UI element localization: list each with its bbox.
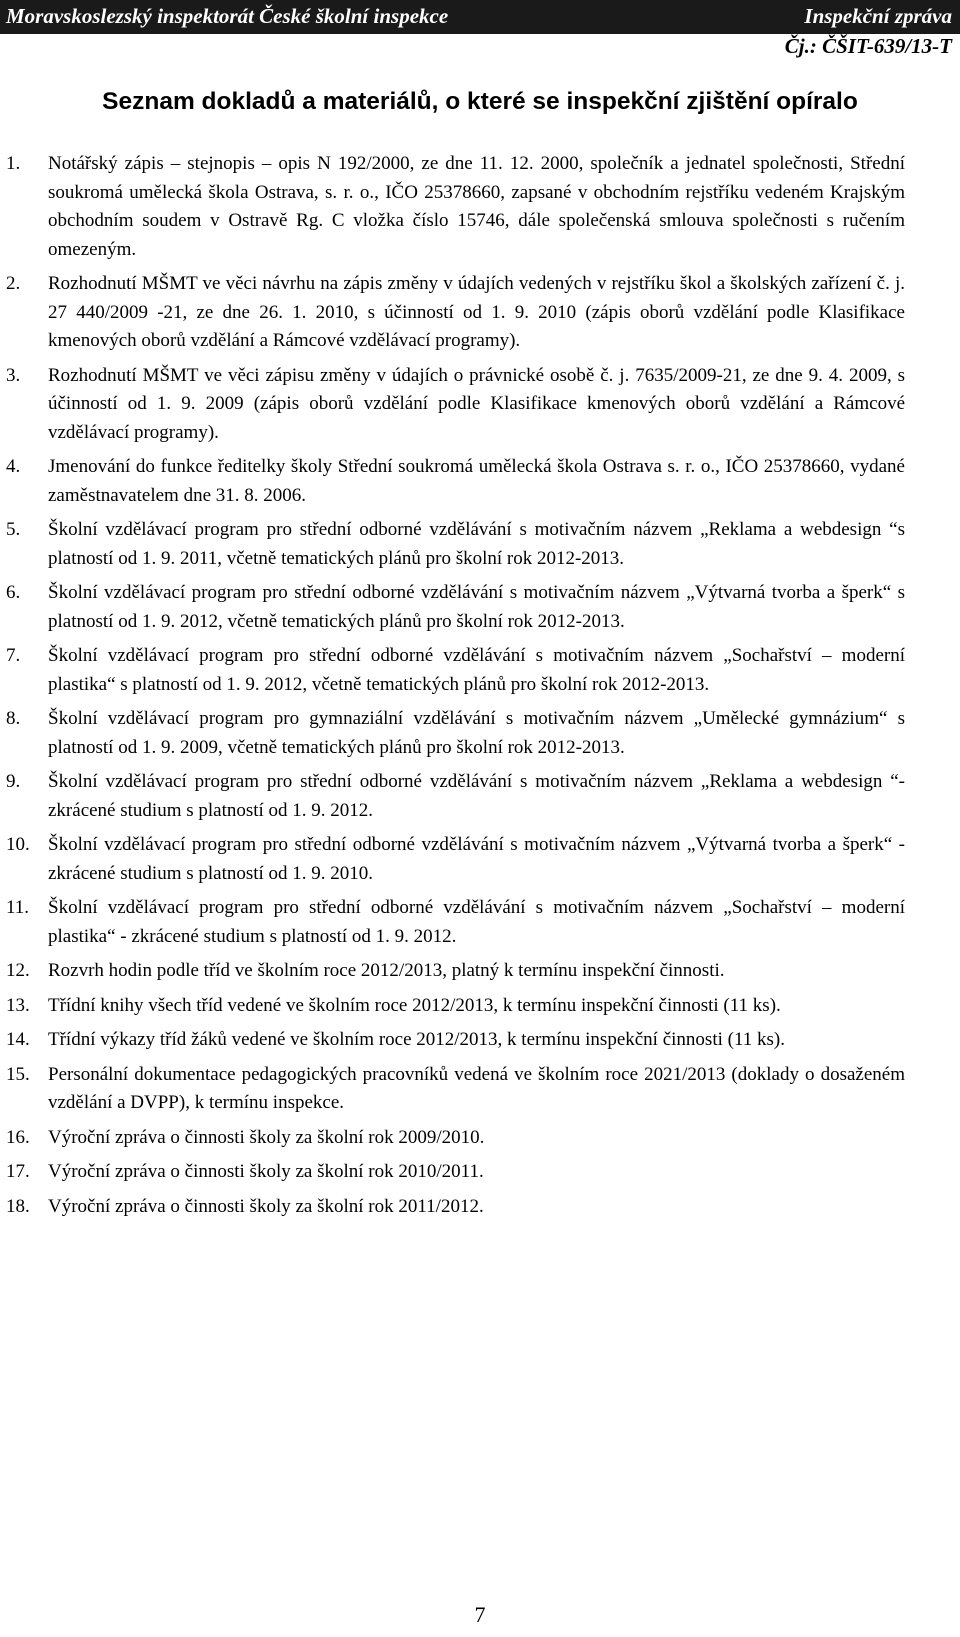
header-doc-type: Inspekční zpráva <box>804 4 952 28</box>
item-text: Personální dokumentace pedagogických pracovníků vedená ve školním roce 2021/2013 (doklady o dosaženém vzdělání a DVPP), k termínu inspekce. <box>48 1063 905 1113</box>
item-number: 14. <box>6 1029 30 1050</box>
item-number: 4. <box>6 456 21 477</box>
item-text: Rozhodnutí MŠMT ve věci zápisu změny v údajích o právnické osobě č. j. 7635/2009-21, ze dne 9. 4. 2009, s účinností od 1. 9. 2009 (zápis oborů vzdělání podle Klasifikace kmenových oborů vzdělání a Rámcové vzdělávací programy). <box>48 364 905 443</box>
list-item <box>0 579 905 636</box>
item-number: 10. <box>6 834 30 855</box>
header-organization: Moravskoslezský inspektorát České školní inspekce <box>6 4 449 28</box>
list-item <box>0 992 905 1021</box>
item-number: 2. <box>6 273 21 294</box>
item-text: Školní vzdělávací program pro gymnaziální vzdělávání s motivačním názvem „Umělecké gymnázium“ s platností od 1. 9. 2009, včetně tematických plánů pro školní rok 2012-2013. <box>48 708 905 758</box>
item-text: Jmenování do funkce ředitelky školy Střední soukromá umělecká škola Ostrava s. r. o., IČO 25378660, vydané zaměstnavatelem dne 31. 8. 2006. <box>48 456 905 506</box>
item-number: 7. <box>6 645 21 666</box>
list-item <box>0 516 905 573</box>
item-text: Školní vzdělávací program pro střední odborné vzdělávání s motivačním názvem „Reklama a webdesign “s platností od 1. 9. 2011, včetně tematických plánů pro školní rok 2012-2013. <box>48 519 905 569</box>
list-item <box>0 894 905 951</box>
page-number: 7 <box>474 1602 486 1627</box>
item-text: Třídní výkazy tříd žáků vedené ve školním roce 2012/2013, k termínu inspekční činnosti (11 ks). <box>48 1029 785 1050</box>
list-item <box>0 642 905 699</box>
item-text: Rozhodnutí MŠMT ve věci návrhu na zápis změny v údajích vedených v rejstříku škol a školských zařízení č. j. 27 440/2009 -21, ze dne 26. 1. 2010, s účinností od 1. 9. 2010 (zápis oborů vzdělání podle Klasifikace kmenových oborů vzdělání a Rámcové vzdělávací programy). <box>48 273 905 351</box>
list-item <box>0 1158 905 1187</box>
item-text: Školní vzdělávací program pro střední odborné vzdělávání s motivačním názvem „Sochařství – moderní plastika“ s platností od 1. 9. 2012, včetně tematických plánů pro školní rok 2012-2013. <box>48 645 905 695</box>
list-item <box>0 1124 905 1153</box>
list-item <box>0 705 905 762</box>
list-item <box>0 1061 905 1118</box>
item-text: Školní vzdělávací program pro střední odborné vzdělávání s motivačním názvem „Reklama a webdesign “- zkrácené studium s platností od 1. 9. 2012. <box>48 771 905 821</box>
item-text: Výroční zpráva o činnosti školy za školní rok 2010/2011. <box>48 1161 484 1182</box>
document-list <box>0 150 960 1227</box>
item-text: Školní vzdělávací program pro střední odborné vzdělávání s motivačním názvem „Výtvarná tvorba a šperk“ s platností od 1. 9. 2012, včetně tematických plánů pro školní rok 2012-2013. <box>48 582 905 632</box>
item-text: Školní vzdělávací program pro střední odborné vzdělávání s motivačním názvem „Výtvarná tvorba a šperk“ - zkrácené studium s platností od 1. 9. 2010. <box>48 834 905 884</box>
item-number: 13. <box>6 994 30 1016</box>
list-item <box>0 768 905 825</box>
list-item <box>0 957 905 986</box>
item-text: Notářský zápis – stejnopis – opis N 192/2000, ze dne 11. 12. 2000, společník a jednatel společnosti, Střední soukromá umělecká škola Ostrava, s. r. o., IČO 25378660, zapsané v obchodním rejstříku vedeném Krajským obchodním soudem v Ostravě Rg. C vložka číslo 15746, dále společenská smlouva společnosti s ručením omezeným. <box>48 153 905 260</box>
item-number: 18. <box>6 1195 30 1217</box>
item-number: 1. <box>6 153 21 174</box>
item-number: 11. <box>6 897 30 918</box>
item-number: 3. <box>6 364 21 386</box>
item-text: Třídní knihy všech tříd vedené ve školním roce 2012/2013, k termínu inspekční činnosti (11 ks). <box>48 994 781 1016</box>
item-number: 17. <box>6 1161 30 1182</box>
header-reference: Čj.: ČŠIT-639/13-T <box>784 34 952 58</box>
list-item <box>0 453 905 510</box>
list-item <box>0 1193 905 1222</box>
list-item <box>0 831 905 888</box>
item-text: Výroční zpráva o činnosti školy za školní rok 2011/2012. <box>48 1195 484 1217</box>
item-text: Rozvrh hodin podle tříd ve školním roce 2012/2013, platný k termínu inspekční činnosti. <box>48 960 725 981</box>
item-number: 5. <box>6 519 21 540</box>
list-item <box>0 1026 905 1055</box>
item-text: Výroční zpráva o činnosti školy za školní rok 2009/2010. <box>48 1126 485 1148</box>
list-item <box>0 362 905 448</box>
item-number: 8. <box>6 708 21 729</box>
header-bar <box>0 0 960 34</box>
page-title: Seznam dokladů a materiálů, o které se inspekční zjištění opíralo <box>102 88 858 115</box>
item-number: 15. <box>6 1063 30 1085</box>
item-number: 16. <box>6 1126 30 1148</box>
item-number: 12. <box>6 960 30 981</box>
list-item <box>0 270 905 356</box>
item-number: 9. <box>6 771 21 792</box>
item-text: Školní vzdělávací program pro střední odborné vzdělávání s motivačním názvem „Sochařství – moderní plastika“ - zkrácené studium s platností od 1. 9. 2012. <box>48 897 905 947</box>
list-item <box>0 150 905 264</box>
item-number: 6. <box>6 582 21 603</box>
